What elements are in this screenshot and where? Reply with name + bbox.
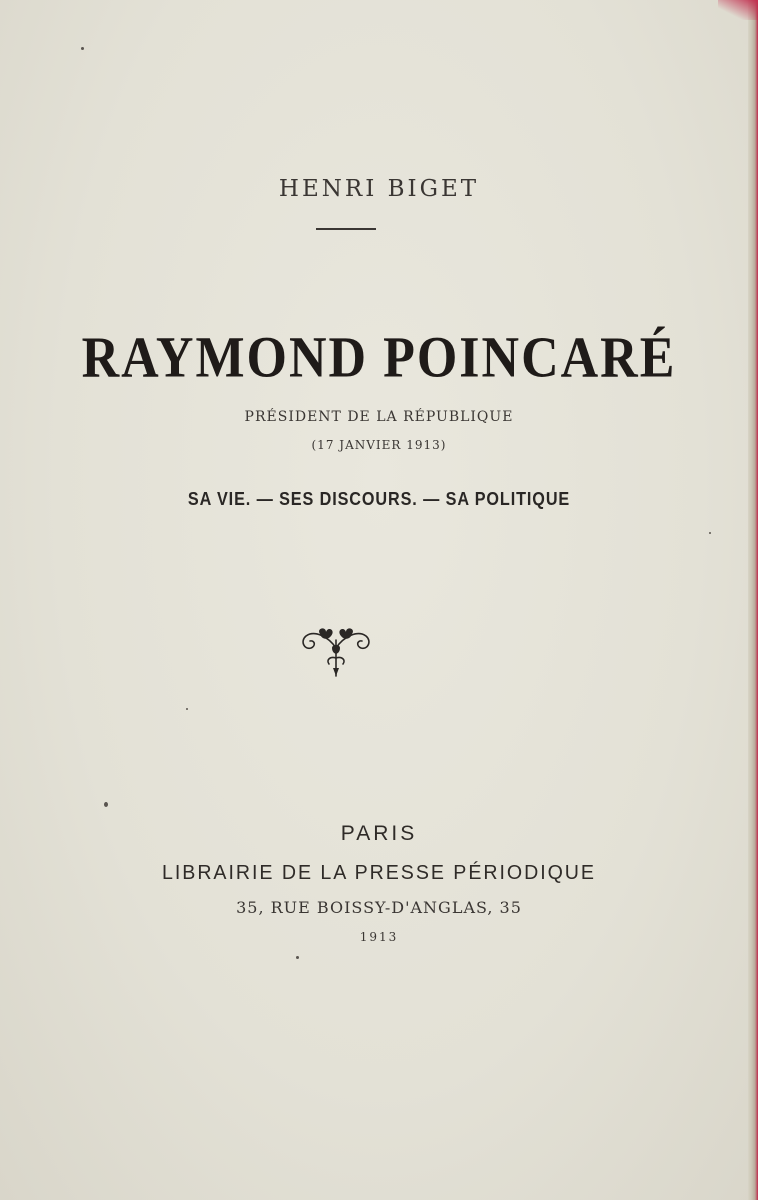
paper-speck <box>296 956 299 959</box>
author-rule <box>316 228 376 230</box>
paper-speck <box>104 802 108 807</box>
imprint-city: PARIS <box>340 822 418 845</box>
author-name: HENRI BIGET <box>278 176 480 202</box>
floral-vignette-icon <box>298 618 374 678</box>
date-line: (17 JANVIER 1913) <box>311 438 447 452</box>
president-line: PRÉSIDENT DE LA RÉPUBLIQUE <box>244 409 514 425</box>
paper-speck <box>81 47 84 50</box>
paper-speck <box>186 708 188 710</box>
book-title: RAYMOND POINCARÉ <box>81 326 677 390</box>
imprint-address: 35, RUE BOISSY-D'ANGLAS, 35 <box>236 898 522 917</box>
red-binding-edge <box>718 0 758 20</box>
subtitle: SA VIE. — SES DISCOURS. — SA POLITIQUE <box>187 489 571 509</box>
paper-speck <box>709 532 711 534</box>
imprint-publisher: LIBRAIRIE DE LA PRESSE PÉRIODIQUE <box>162 862 596 884</box>
imprint-year: 1913 <box>359 930 399 944</box>
